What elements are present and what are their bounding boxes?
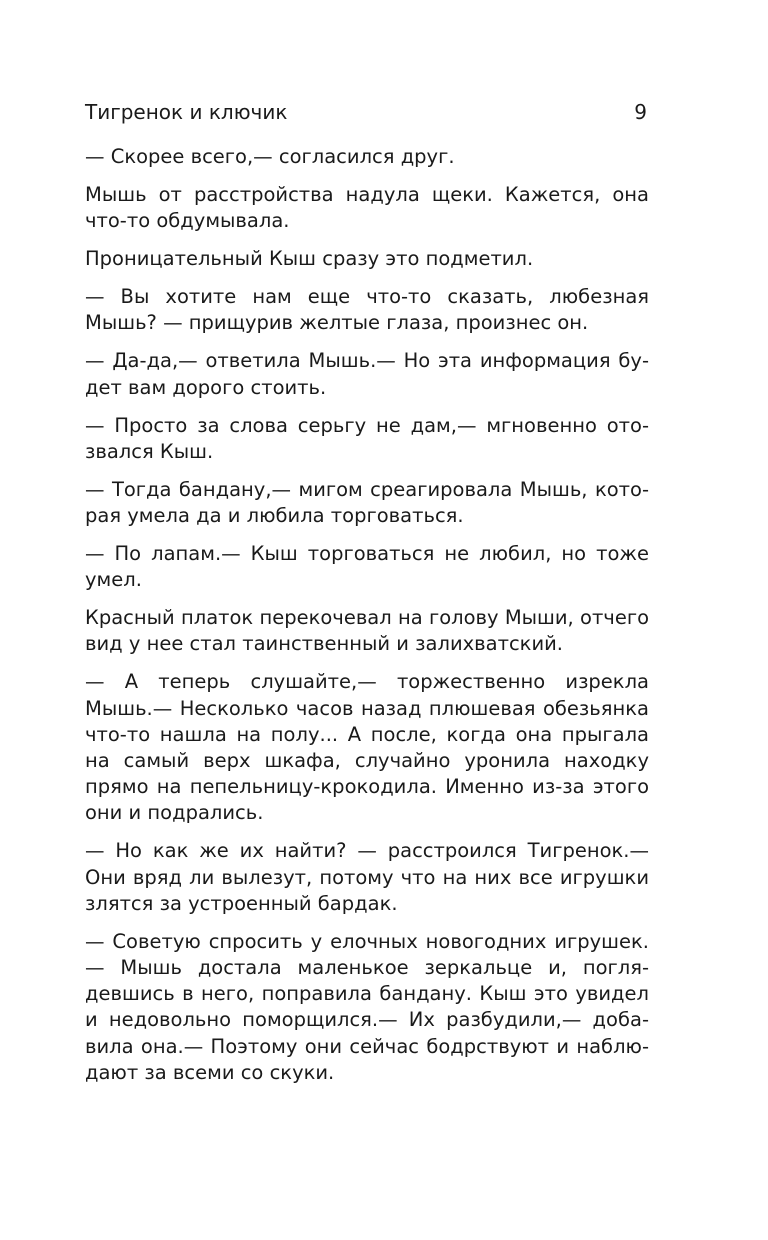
paragraph: — По лапам.— Кыш торговаться не любил, но тоже умел. (85, 542, 649, 592)
paragraph: Проницательный Кыш сразу это подметил. (85, 247, 534, 271)
paragraph: Красный платок перекочевал на голову Мыши, отчего вид у нее стал таинственный и залихватский. (85, 606, 649, 656)
paragraph: — Тогда бандану,— мигом среагировала Мышь, которая умела да и любила торговаться. (85, 477, 649, 528)
running-header (85, 100, 649, 130)
page-number: 9 (634, 100, 647, 124)
paragraph: Мышь от расстройства надула щеки. Кажется, она что-то обдумывала. (85, 183, 649, 233)
paragraph: — А теперь слушайте,— торжественно изрекла Мышь.— Несколько часов назад плюшевая обезьянка что-то нашла на полу... А после, когда она прыгала на самый верх шкафа, случайно уронила находку прямо на пепельницу-крокодила. Именно из-за этого они и подрались. (85, 670, 649, 825)
book-page (85, 100, 649, 1098)
paragraph: — Вы хотите нам еще что-то сказать, любезная Мышь? — прищурив желтые глаза, произнес он. (85, 285, 649, 335)
paragraph: — Просто за слова серьгу не дам,— мгновенно отозвался Кыш. (85, 413, 649, 463)
paragraph: — Скорее всего,— согласился друг. (85, 145, 455, 168)
book-title: Тигренок и ключик (85, 100, 288, 124)
page-body (85, 144, 649, 1086)
paragraph: — Да-да,— ответила Мышь.— Но эта информация будет вам дорого стоить. (85, 349, 649, 399)
paragraph: — Советую спросить у елочных новогодних игрушек.— Мышь достала маленькое зеркальце и, поглядевшись в него, поправила бандану. Кыш это увидел и недовольно поморщился.— Их разбудили,— добавила она.— Поэтому они сейчас бодрствуют и наблюдают за всеми со скуки. (85, 929, 649, 1084)
paragraph: — Но как же их найти? — расстроился Тигренок.— Они вряд ли вылезут, потому что на них все игрушки злятся за устроенный бардак. (85, 839, 649, 915)
